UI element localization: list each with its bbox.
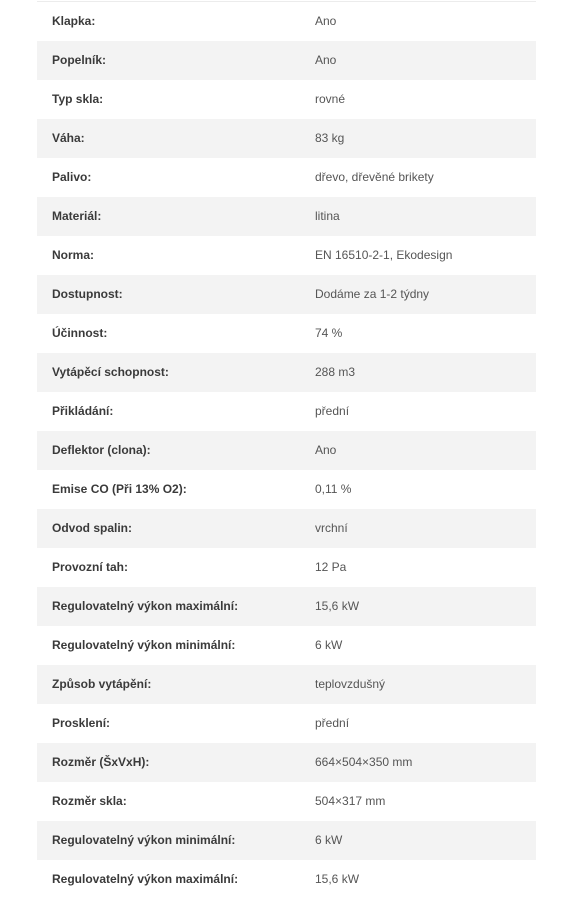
spec-row	[37, 470, 536, 509]
spec-row	[37, 80, 536, 119]
spec-label: Vytápěcí schopnost:	[52, 365, 169, 379]
spec-label: Regulovatelný výkon minimální:	[52, 638, 236, 652]
spec-row	[37, 665, 536, 704]
spec-value: teplovzdušný	[315, 677, 386, 691]
spec-row	[37, 2, 536, 41]
spec-label: Účinnost:	[52, 326, 108, 340]
spec-value: 74 %	[315, 326, 343, 340]
spec-value: 15,6 kW	[315, 872, 360, 886]
spec-value: Ano	[315, 443, 337, 457]
spec-label: Deflektor (clona):	[52, 443, 151, 457]
spec-value: 288 m3	[315, 365, 356, 379]
spec-value: Ano	[315, 53, 337, 67]
spec-value: dřevo, dřevěné brikety	[315, 170, 434, 184]
spec-row	[37, 353, 536, 392]
spec-row	[37, 41, 536, 80]
spec-label: Palivo:	[52, 170, 92, 184]
spec-label: Prosklení:	[52, 716, 111, 730]
spec-value: vrchní	[315, 521, 348, 535]
spec-value: EN 16510-2-1, Ekodesign	[315, 248, 453, 262]
spec-value: přední	[315, 404, 350, 418]
spec-row	[37, 197, 536, 236]
spec-value: 664×504×350 mm	[315, 755, 413, 769]
spec-label: Provozní tah:	[52, 560, 129, 574]
spec-value: 83 kg	[315, 131, 345, 145]
spec-row	[37, 236, 536, 275]
spec-label: Emise CO (Při 13% O2):	[52, 482, 187, 496]
spec-label: Rozměr (ŠxVxH):	[52, 755, 150, 769]
spec-row	[37, 314, 536, 353]
spec-value: 0,11 %	[315, 482, 352, 496]
spec-label: Rozměr skla:	[52, 794, 127, 808]
spec-label: Regulovatelný výkon minimální:	[52, 833, 236, 847]
spec-value: rovné	[315, 92, 346, 106]
spec-value: 15,6 kW	[315, 599, 360, 613]
spec-label: Dostupnost:	[52, 287, 123, 301]
spec-row	[37, 587, 536, 626]
spec-row	[37, 704, 536, 743]
spec-row	[37, 275, 536, 314]
spec-row	[37, 743, 536, 782]
spec-label: Typ skla:	[52, 92, 104, 106]
spec-label: Regulovatelný výkon maximální:	[52, 872, 239, 886]
spec-value: přední	[315, 716, 350, 730]
spec-label: Norma:	[52, 248, 95, 262]
spec-row	[37, 509, 536, 548]
spec-row	[37, 119, 536, 158]
spec-label: Popelník:	[52, 53, 107, 67]
spec-value: 504×317 mm	[315, 794, 386, 808]
spec-label: Klapka:	[52, 14, 96, 29]
spec-value: Dodáme za 1-2 týdny	[315, 287, 430, 301]
spec-label: Váha:	[52, 131, 85, 145]
spec-row	[37, 782, 536, 821]
spec-label: Přikládání:	[52, 404, 114, 418]
spec-row	[37, 431, 536, 470]
spec-value: 12 Pa	[315, 560, 347, 574]
spec-label: Způsob vytápění:	[52, 677, 152, 691]
spec-label: Odvod spalin:	[52, 521, 133, 535]
spec-row	[37, 860, 536, 899]
spec-value: 6 kW	[315, 638, 343, 652]
spec-value: 6 kW	[315, 833, 343, 847]
spec-value: litina	[315, 209, 340, 223]
spec-label: Materiál:	[52, 209, 102, 223]
spec-value: Ano	[315, 14, 337, 29]
spec-label: Regulovatelný výkon maximální:	[52, 599, 239, 613]
specification-table	[37, 1, 536, 899]
spec-row	[37, 392, 536, 431]
spec-row	[37, 626, 536, 665]
spec-row	[37, 548, 536, 587]
spec-row	[37, 821, 536, 860]
spec-row	[37, 158, 536, 197]
